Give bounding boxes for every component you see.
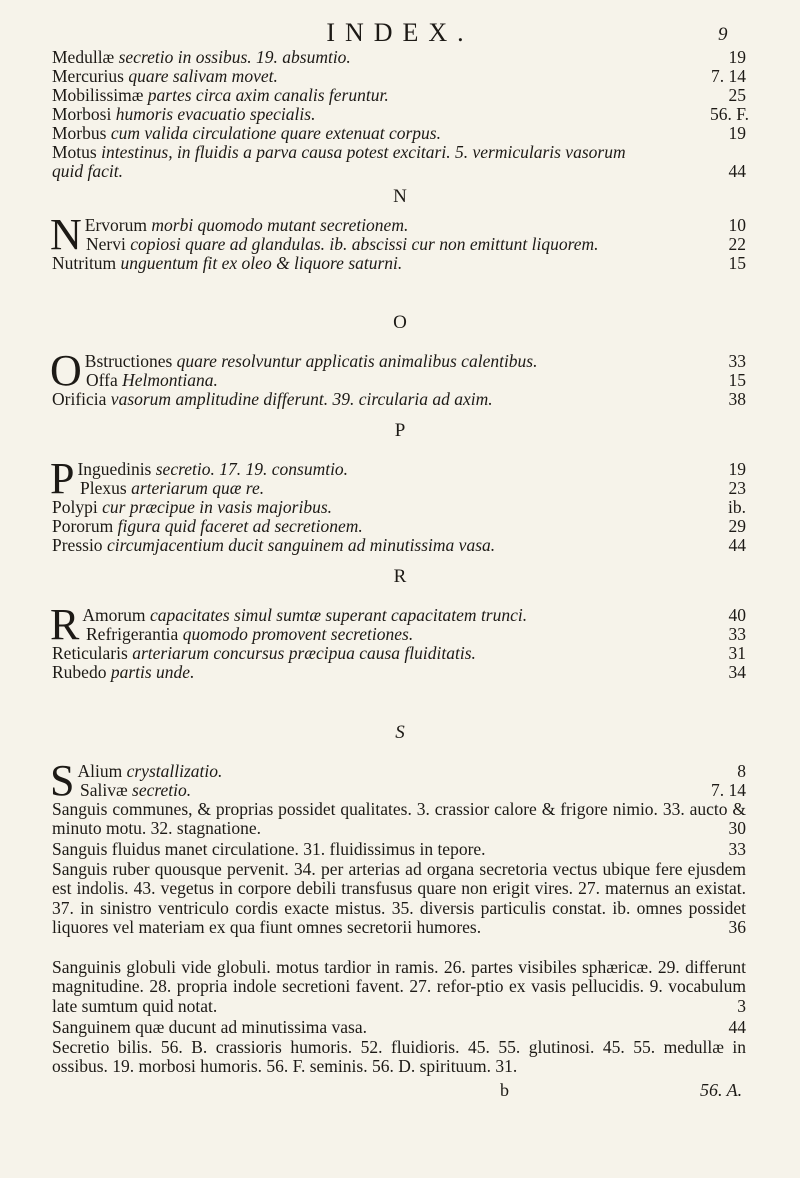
index-entry: Mobilissimæ partes circa axim canalis feruntur. 25 (52, 85, 746, 105)
index-entry-cont: quid facit. 44 (52, 161, 746, 181)
index-entry: Plexus arteriarum quæ re. 23 (80, 478, 746, 498)
entry-sanguis-ruber: Sanguis ruber quousque pervenit. 34. per arterias ad organa secretoria vectus ubique fere ejusdem est indolis. 43. vegetus in corpore debili transfusus quare non erigit vires. 27. maternus an existat. 37. in sinistro ventriculo cordis exacte mistus. 35. diversis particulis constat. ib. omnes possidet liquores vel materiam ex qua fiunt omnes secretorii humores. 36 (52, 859, 746, 938)
entry-sanguis: Sanguis communes, & proprias possidet qualitates. 3. crassior calore & frigore nimio. 33. aucto & minuto motu. 32. stagnatione. 30 (52, 799, 746, 839)
entry-sanguinem: Sanguinem quæ ducunt ad minutissima vasa. 44 (52, 1017, 746, 1037)
index-entry: Morbosi humoris evacuatio specialis. 56. F. (52, 104, 749, 124)
index-entry: S Alium crystallizatio. 8 (50, 756, 746, 805)
section-letter-n: N (393, 186, 407, 207)
index-entry: Refrigerantia quomodo promovent secretiones. 33 (86, 624, 746, 644)
section-o (50, 346, 746, 409)
drop-cap: O (50, 346, 82, 395)
index-entry: N Ervorum morbi quomodo mutant secretionem. 10 (50, 210, 746, 259)
index-entry: Mercurius quare salivam movet. 7. 14 (52, 66, 746, 86)
index-entry: Salivæ secretio. 7. 14 (80, 780, 746, 800)
section-r (50, 600, 746, 682)
index-entry: Motus intestinus, in fluidis a parva causa potest excitari. 5. vermicularis vasorum (52, 142, 626, 162)
index-entry: Orificia vasorum amplitudine differunt. 39. circularia ad axim. 38 (52, 389, 746, 409)
index-entry: Nervi copiosi quare ad glandulas. ib. abscissi cur non emittunt liquorem. 22 (86, 234, 746, 254)
entry-secretio: Secretio bilis. 56. B. crassioris humoris. 52. fluidioris. 45. 55. glutinosi. 45. 55. medullæ in ossibus. 19. morbosi humoris. 56. F. seminis. 56. D. spirituum. 31. (52, 1037, 746, 1077)
index-entry: Rubedo partis unde. 34 (52, 662, 746, 682)
index-entry: Reticularis arteriarum concursus præcipua causa fluiditatis. 31 (52, 643, 746, 663)
index-entry: Offa Helmontiana. 15 (86, 370, 746, 390)
index-entry: Pororum figura quid faceret ad secretionem. 29 (52, 516, 746, 536)
index-entry: Nutritum unguentum fit ex oleo & liquore saturni. 15 (52, 253, 746, 273)
page-header: INDEX. (326, 18, 474, 47)
index-entry: Morbus cum valida circulatione quare extenuat corpus. 19 (52, 123, 746, 143)
signature-mark: b (500, 1080, 509, 1100)
section-letter-r: R (393, 566, 407, 587)
index-entry: O Bstructiones quare resolvuntur applicatis animalibus calentibus. 33 (50, 346, 746, 395)
entry-sanguinis: Sanguinis globuli vide globuli. motus tardior in ramis. 26. partes visibiles sphæricæ. 29. differunt magnitudine. 28. propria indole secretioni favent. 27. refor-ptio ex vasis pellucidis. 9. vocabulum late sumtum quid notat. 3 (52, 957, 746, 1016)
section-letter-o: O (393, 312, 407, 333)
index-entry: Medullæ secretio in ossibus. 19. absumtio. 19 (52, 47, 746, 67)
section-letter-p: P (394, 420, 406, 441)
section-letter-s: S (395, 722, 405, 743)
drop-cap: P (50, 454, 75, 503)
section-m (52, 47, 749, 181)
drop-cap: R (50, 600, 80, 649)
section-s-head (50, 756, 746, 805)
index-entry: Pressio circumjacentium ducit sanguinem ad minutissima vasa. 44 (52, 535, 746, 555)
section-n (50, 210, 746, 273)
index-entry: Polypi cur præcipue in vasis majoribus. ib. (52, 497, 746, 517)
drop-cap: S (50, 756, 75, 805)
drop-cap: N (50, 210, 82, 259)
entry-sanguis-fluidus: Sanguis fluidus manet circulatione. 31. fluidissimus in tepore. 33 (52, 839, 746, 859)
index-entry: P Inguedinis secretio. 17. 19. consumtio. 19 (50, 454, 746, 503)
page-number: 9 (718, 24, 728, 45)
section-p (50, 454, 746, 555)
catchword: 56. A. (700, 1080, 743, 1100)
index-entry: R Amorum capacitates simul sumtæ superant capacitatem trunci. 40 (50, 600, 746, 649)
